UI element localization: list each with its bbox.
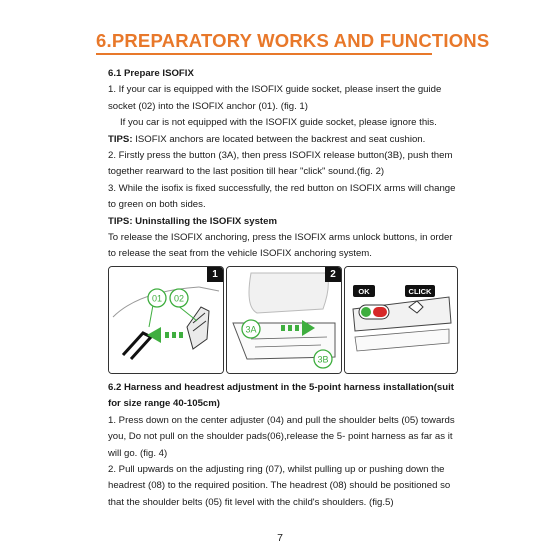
figure-2-number: 2 [325, 267, 341, 282]
harness-step-1: 1. Press down on the center adjuster (04) and pull the shoulder belts (05) towards you, Do not pull on the shoulder pads(06),release the 5- point harness as far as it will go. (fig. 4) [108, 414, 455, 459]
figure-1-number: 1 [207, 267, 223, 282]
tips-1-text: ISOFIX anchors are located between the backrest and seat cushion. [132, 133, 426, 145]
section-heading-isofix: 6.1 Prepare ISOFIX [108, 68, 194, 79]
page-number: 7 [277, 532, 283, 544]
tips-1 [108, 132, 456, 148]
callout-01-label: 01 [151, 293, 163, 304]
click-label: CLICK [408, 287, 432, 296]
step-1-text: 1. If your car is equipped with the ISOFIX guide socket, please insert the guide socket (02) into the ISOFIX anchor (01). (fig. 1) [108, 84, 442, 112]
figure-row [108, 266, 456, 374]
seat-base-outline [249, 273, 328, 313]
figure-3-illustration [345, 267, 457, 373]
step-3-text: 3. While the isofix is fixed successfully, the red button on ISOFIX arms will change to green on both sides. [108, 182, 456, 211]
green-indicator [361, 307, 371, 317]
callout-3a-label: 3A [245, 324, 257, 335]
callout-3b-label: 3B [317, 354, 329, 365]
tips-2-heading: TIPS: Uninstalling the ISOFIX system [108, 215, 277, 227]
figure-1-illustration [109, 267, 223, 373]
section-harness [108, 380, 456, 511]
harness-step-2: 2. Pull upwards on the adjusting ring (07), whilst pulling up or pushing down the headrest (08) to the required position. The headrest (08) should be positioned so that the shoulder belts (05) fit level with the child's shoulders. (fig.5) [108, 464, 451, 508]
figure-1 [108, 266, 224, 374]
uninstall-text: To release the ISOFIX anchoring, press the ISOFIX arms unlock buttons, in order to release the seat from the vehicle ISOFIX anchoring system. [108, 232, 453, 260]
figure-2 [226, 266, 342, 374]
ok-label: OK [358, 287, 370, 296]
callout-02-label: 02 [173, 293, 185, 304]
title-underline [96, 53, 432, 55]
page-title: 6.PREPARATORY WORKS AND FUNCTIONS [96, 30, 490, 51]
section-isofix [108, 66, 456, 263]
figure-2-illustration [227, 267, 341, 373]
step-2-text: 2. Firstly press the button (3A), then press ISOFIX release button(3B), push them together rearward to the last position till hear "click" sound.(fig. 2) [108, 150, 453, 178]
step-1-note: If you car is not equipped with the ISOFIX guide socket, please ignore this. [120, 117, 437, 129]
red-indicator [373, 307, 387, 317]
tips-1-label: TIPS: [108, 133, 133, 145]
figure-3 [344, 266, 458, 374]
section-heading-harness: 6.2 Harness and headrest adjustment in the 5-point harness installation(suit for size range 40-105cm) [108, 382, 454, 410]
